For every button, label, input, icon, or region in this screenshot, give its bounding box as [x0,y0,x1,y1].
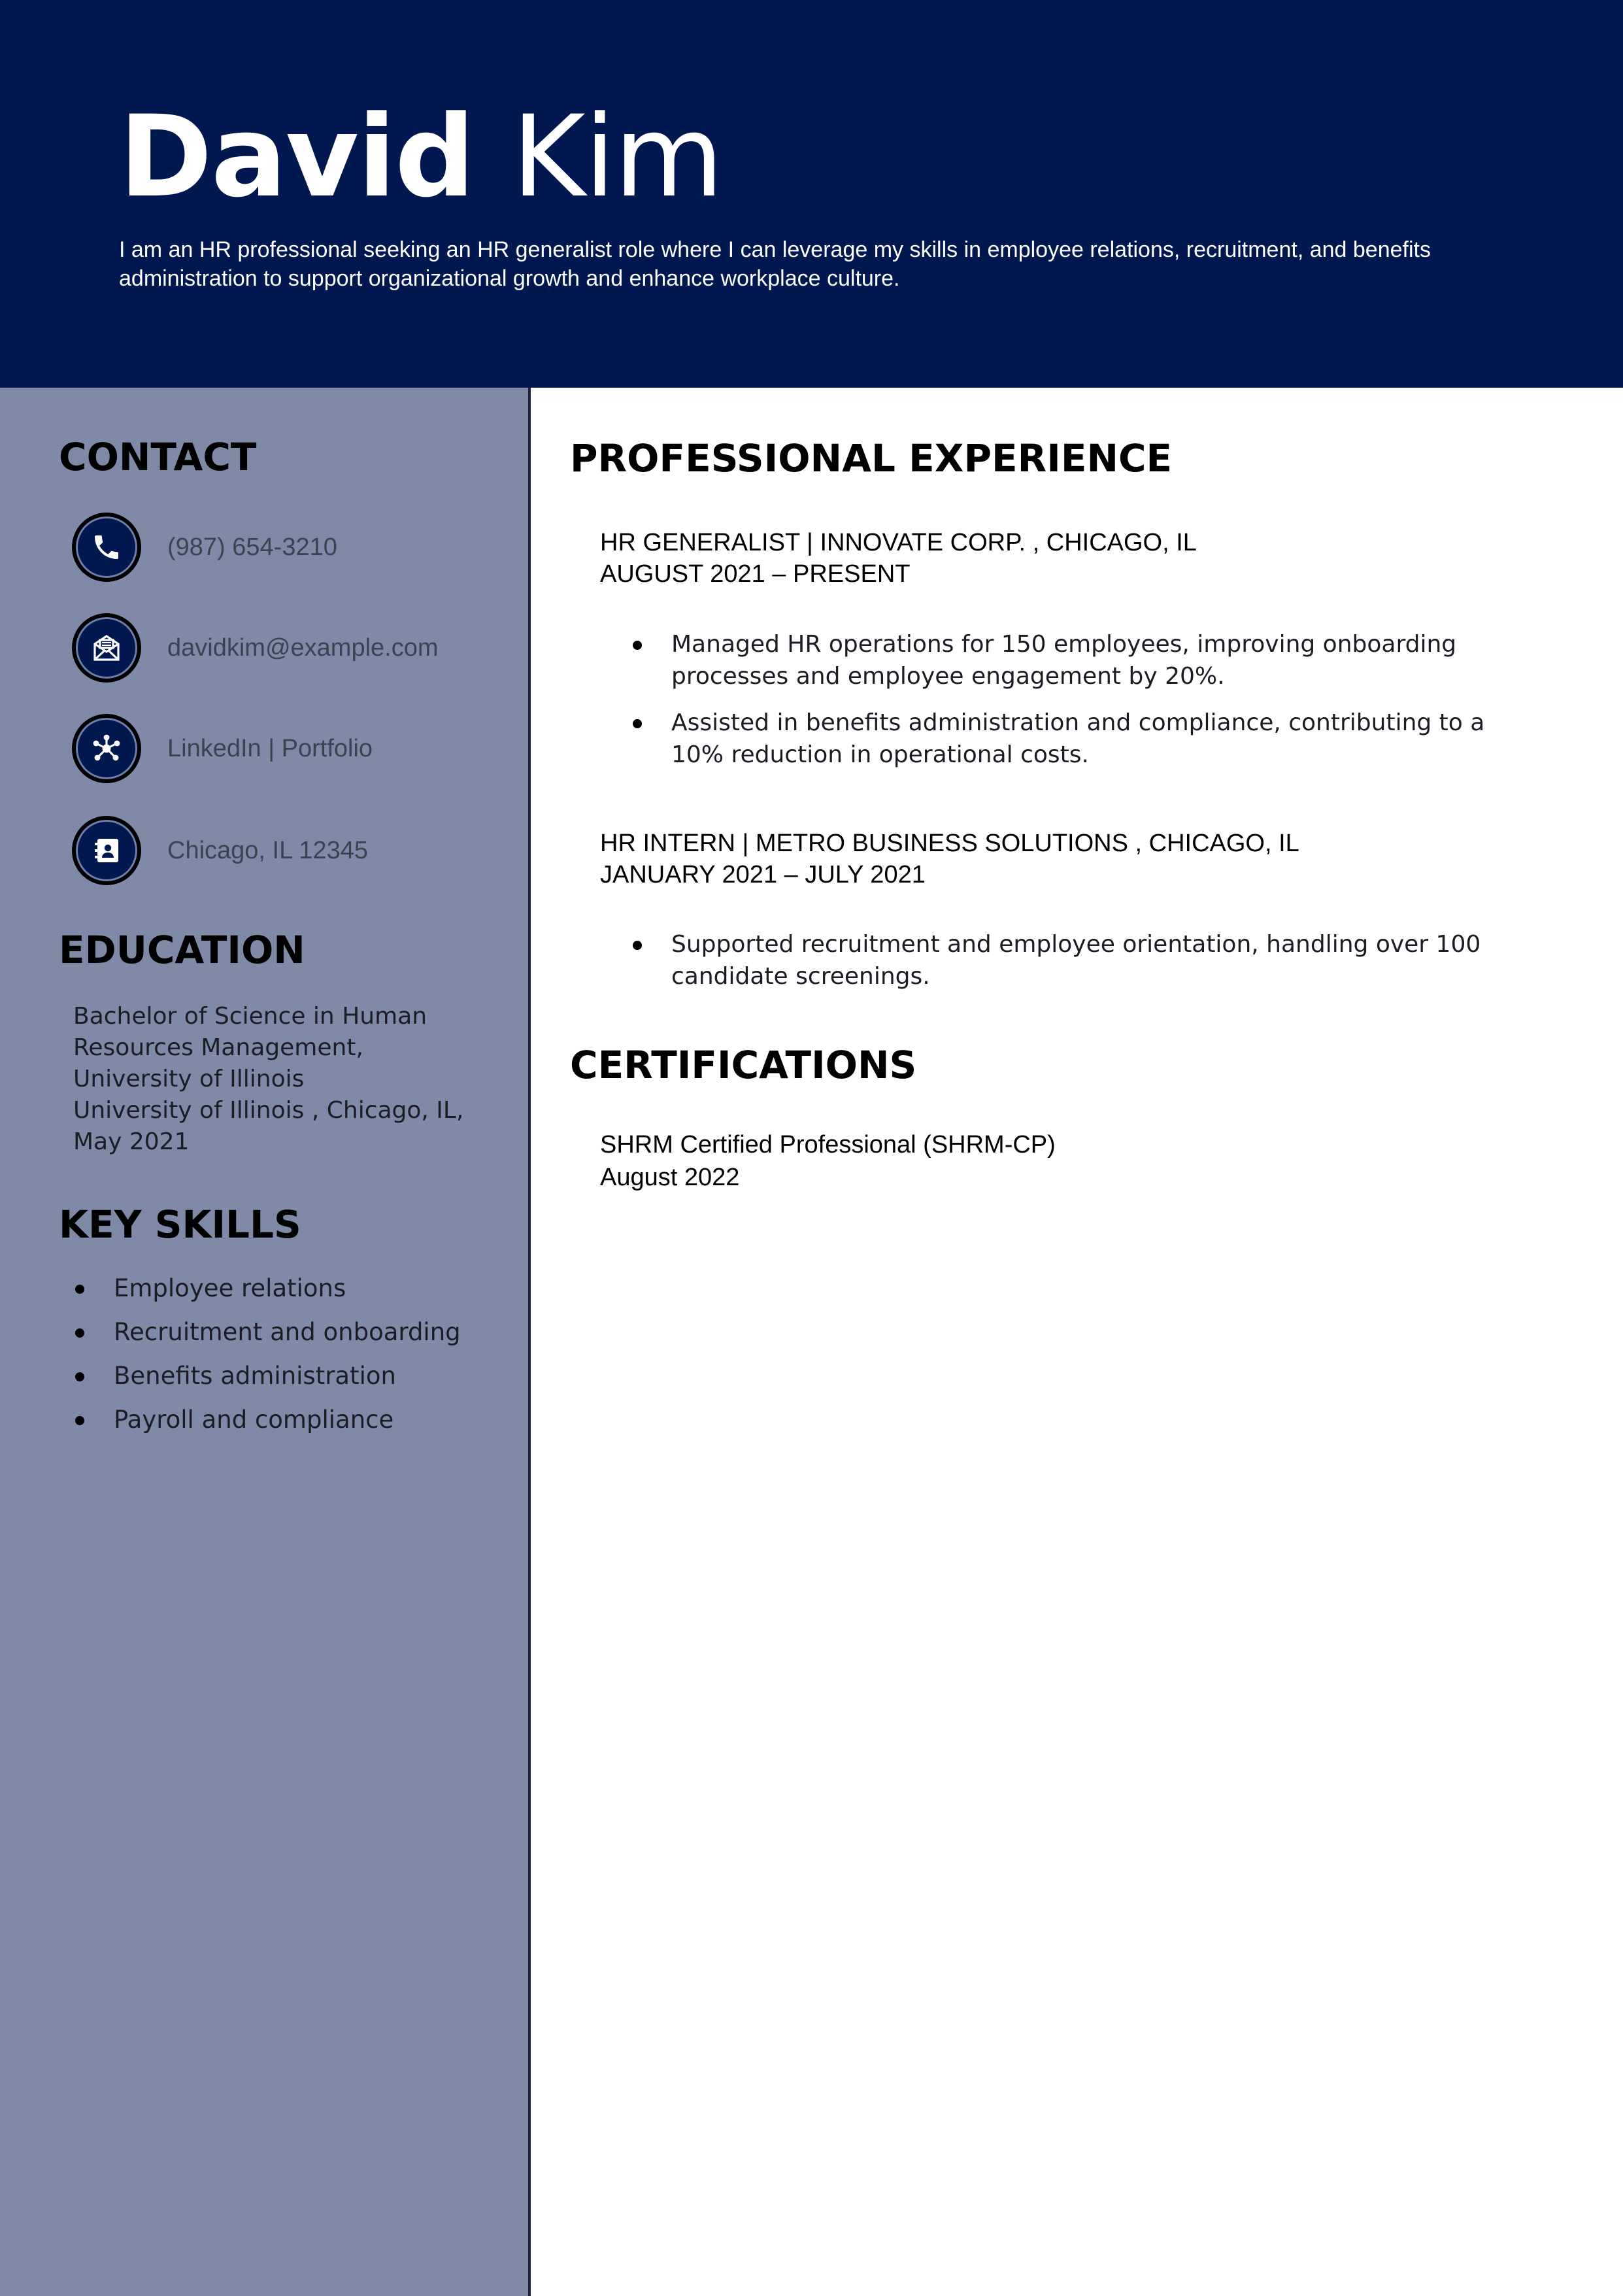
address-text: Chicago, IL 12345 [167,837,369,864]
job-2-bullets [600,928,1528,1007]
certification-name: SHRM Certified Professional (SHRM-CP) [600,1131,1056,1158]
contact-phone [72,513,516,590]
phone-icon [72,513,141,582]
summary-text: I am an HR professional seeking an HR generalist role where I can leverage my skills in employee relations, recruitment, and benefits administration to support organizational growth and enhance workplace culture. [119,237,1431,291]
candidate-name [119,85,722,229]
education-line: Resources Management, [73,1034,363,1061]
skill-item: Employee relations [73,1273,461,1317]
education-line: Bachelor of Science in Human [73,1003,427,1030]
skills-heading: KEY SKILLS [59,1202,301,1247]
certification-date: August 2022 [600,1164,740,1191]
skill-item: Payroll and compliance [73,1404,461,1448]
contact-heading: CONTACT [59,435,257,479]
envelope-icon [72,613,141,683]
phone-text: (987) 654-3210 [167,533,337,561]
contact-email [72,613,516,690]
skill-item: Benefits administration [73,1360,461,1404]
header-banner [0,0,1623,388]
experience-heading: PROFESSIONAL EXPERIENCE [570,436,1173,481]
network-icon [72,714,141,783]
last-name: Kim [511,91,723,222]
education-heading: EDUCATION [59,928,305,972]
education-line: May 2021 [73,1128,190,1155]
job-bullet: Assisted in benefits administration and compliance, contributing to a 10% reduction in operational costs. [600,707,1528,771]
first-name: David [119,91,475,222]
email-text: davidkim@example.com [167,634,439,662]
job-2-dates: JANUARY 2021 – JULY 2021 [600,861,926,888]
job-1-bullets [600,628,1528,785]
certification-entry [600,1128,1056,1194]
job-bullet: Managed HR operations for 150 employees, improving onboarding processes and employee engagement by 20%. [600,628,1528,692]
job-bullet: Supported recruitment and employee orientation, handling over 100 candidate screenings. [600,928,1528,992]
skill-item: Recruitment and onboarding [73,1317,461,1360]
column-divider [528,388,531,2296]
job-1-header [600,527,1197,590]
job-2-title: HR INTERN | METRO BUSINESS SOLUTIONS , CHICAGO, IL [600,830,1299,857]
address-book-icon [72,816,141,885]
education-line: University of Illinois , Chicago, IL, [73,1097,464,1124]
education-entry [73,1001,518,1158]
certifications-heading: CERTIFICATIONS [570,1043,917,1087]
contact-links [72,714,516,791]
job-1-title: HR GENERALIST | INNOVATE CORP. , CHICAGO, IL [600,529,1197,556]
education-line: University of Illinois [73,1066,305,1092]
job-1-dates: AUGUST 2021 – PRESENT [600,560,911,588]
contact-address [72,816,516,893]
links-text: LinkedIn | Portfolio [167,735,373,762]
job-2-header [600,828,1299,890]
skills-list [73,1273,461,1448]
